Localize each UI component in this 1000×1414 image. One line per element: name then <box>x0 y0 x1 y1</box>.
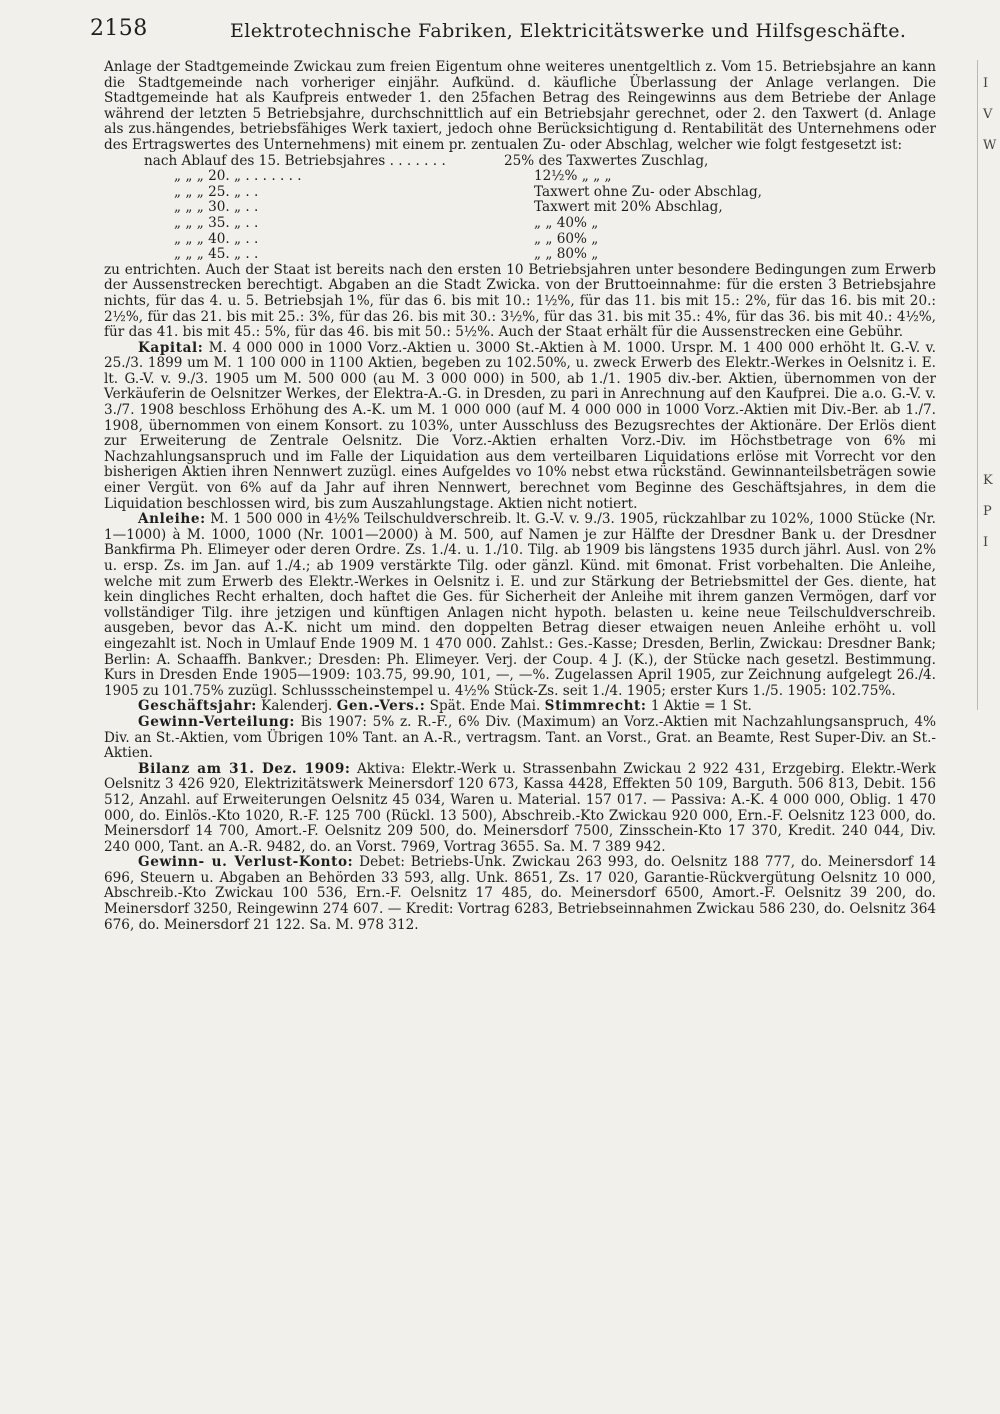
section-heading: Geschäftsjahr: <box>138 698 257 715</box>
schedule-rate: Taxwert ohne Zu- oder Abschlag, <box>534 183 763 200</box>
section-heading: Bilanz am 31. Dez. 1909: <box>138 760 351 777</box>
schedule-row <box>144 200 936 216</box>
adjacent-page-edge <box>977 60 1000 710</box>
schedule-rate: „ „ 60% „ <box>534 230 599 247</box>
schedule-term: „ „ „ 40. „ . . <box>174 230 259 247</box>
gewinn-verlust-section <box>104 855 936 933</box>
kapital-section <box>104 341 936 513</box>
schedule-term: „ „ „ 45. „ . . <box>174 246 259 263</box>
section-text: Spät. Ende Mai. <box>425 698 545 715</box>
schedule-term: „ „ „ 20. „ . . . . . . . <box>174 168 302 185</box>
running-title: Elektrotechnische Fabriken, Elektricitätswerke und Hilfsgeschäfte. <box>230 20 907 42</box>
section-text: 1 Aktie = 1 St. <box>646 698 752 715</box>
section-text: Aktiva: Elektr.-Werk u. Strassenbahn Zwickau 2 922 431, Erzgebirg. Elektr.-Werk Oelsnitz 3 426 920, Elektrizitätswerk Meinersdorf 120 673, Kassa 4428, Effekten 50 109, Barguth. 506 813, Debit. 156 512, Anzahl. auf Erweiterungen Oelsnitz 45 034, Waren u. Material. 157 017. — Passiva: A.-K. 4 000 000, Oblig. 1 470 000, do. Einlös.-Kto 1020, R.-F. 125 700 (Rückl. 13 500), Abschreib.-Kto Zwickau 920 000, Ern.-F. Oelsnitz 123 000, do. Meinersdorf 14 700, Amort.-F. Oelsnitz 209 500, do. Meinersdorf 7500, Zinsschein-Kto 17 370, Kredit. 240 044, Div. 240 000, Tant. an A.-R. 9482, do. an Vorst. 7969, Vortrag 3655. Sa. M. 7 389 942. <box>104 760 936 855</box>
fees-paragraph: zu entrichten. Auch der Staat ist bereits nach den ersten 10 Betriebsjahren unter besondere Bedingungen zum Erwerb der Aussenstrecken berechtigt. Abgaben an die Stadt Zwicka. von der Bruttoeinnahme: für die ersten 3 Betriebsjahre nichts, für das 4. u. 5. Betriebsjah 1%, für das 6. bis mit 10.: 1½%, für das 11. bis mit 15.: 2%, für das 16. bis mit 20.: 2½%, für das 21. bis mit 25.: 3%, für das 26. bis mit 30.: 3½%, für das 31. bis mit 35.: 4%, für das 36. bis mit 40.: 4½%, für das 41. bis mit 45.: 5%, für das 46. bis mit 50.: 5½%. Auch der Staat erhält für die Aussenstrecken eine Gebühr. <box>104 261 936 341</box>
section-text: Debet: Betriebs-Unk. Zwickau 263 993, do. Oelsnitz 188 777, do. Meinersdorf 14 696, Steuern u. Abgaben an Behörden 33 593, allg. Unk. 8651, Zs. 17 020, Garantie-Rückvergütung Oelsnitz 10 000, Abschreib.-Kto Zwickau 100 536, Ern.-F. Oelsnitz 17 485, do. Meinersdorf 6500, Amort.-F. Oelsnitz 39 200, do. Meinersdorf 3250, Reingewinn 274 607. — Kredit: Vortrag 6283, Betriebseinnahmen Zwickau 586 230, do. Oelsnitz 364 676, do. Meinersdorf 21 122. Sa. M. 978 312. <box>104 854 936 933</box>
section-heading: Kapital: <box>138 339 204 356</box>
section-heading: Gen.-Vers.: <box>336 698 426 715</box>
edge-fragment: P <box>983 504 992 519</box>
schedule-row <box>144 247 936 263</box>
edge-fragment: I <box>983 76 989 91</box>
edge-fragment: I <box>983 535 989 550</box>
section-text: Bis 1907: 5% z. R.-F., 6% Div. (Maximum) an Vorz.-Aktien mit Nachzahlungsanspruch, 4% Div. an St.-Aktien, vom Übrigen 10% Tant. an A.-R., vertragsm. Tant. an Vorst., Grat. an Beamte, Rest Super-Div. an St.-Aktien. <box>104 713 936 762</box>
schedule-row <box>144 169 936 185</box>
edge-fragment: W <box>983 138 997 153</box>
schedule-row <box>144 185 936 201</box>
gewinn-verteilung-section <box>104 715 936 762</box>
schedule-term: „ „ „ 35. „ . . <box>174 214 259 231</box>
schedule-row <box>144 216 936 232</box>
section-heading: Gewinn- u. Verlust-Konto: <box>138 854 354 871</box>
schedule-rate: 25% des Taxwertes Zuschlag, <box>504 152 709 169</box>
section-heading: Anleihe: <box>138 511 206 528</box>
schedule-rate: Taxwert mit 20% Abschlag, <box>534 199 723 216</box>
schedule-term: „ „ „ 30. „ . . <box>174 199 259 216</box>
schedule-term: „ „ „ 25. „ . . <box>174 183 259 200</box>
section-text: M. 1 500 000 in 4½% Teilschuldverschreib. lt. G.-V. v. 9./3. 1905, rückzahlbar zu 102%, 1000 Stücke (Nr. 1—1000) à M. 1000, 1000 (Nr. 1001—2000) à M. 500, auf Namen je zur Hälfte der Dresdner Bank u. der Dresdner Bankfirma Ph. Elimeyer oder deren Ordre. Zs. 1./4. u. 1./10. Tilg. ab 1909 bis längstens 1935 durch jährl. Ausl. von 2% u. ersp. Zs. im Jan. auf 1./4.; ab 1909 verstärkte Tilg. oder gänzl. Künd. mit 6monat. Frist vorbehalten. Die Anleihe, welche mit zum Erwerb des Elektr.-Werkes in Oelsnitz i. E. und zur Stärkung der Betriebsmittel der Ges. diente, hat kein dingliches Recht erhalten, doch haftet die Ges. für Sicherheit der Anleihe mit ihrem ganzen Vermögen, darf vor vollständiger Tilg. ihre jetzigen und künftigen Anlagen nicht hypoth. belasten u. keine neue Teilschuldverschreib. ausgeben, bevor das A.-K. nicht um mind. den doppelten Betrag dieser etwaigen neuen Anleihe erhöht u. voll eingezahlt ist. Noch in Umlauf Ende 1909 M. 1 470 000. Zahlst.: Ges.-Kasse; Dresden, Berlin, Zwickau: Dresdner Bank; Berlin: A. Schaaffh. Bankver.; Dresden: Ph. Elimeyer. Verj. der Coup. 4 J. (K.), der Stücke nach gesetzl. Bestimmung. Kurs in Dresden Ende 1905—1909: 103.75, 99.90, 101, —, —%. Zugelassen April 1905, zur Zeichnung aufgelegt 26./4. 1905 zu 101.75% zuzügl. Schlussscheinstempel u. 4½% Stück-Zs. seit 1./4. 1905; erster Kurs 1./5. 1905: 102.75%. <box>104 511 936 699</box>
page-body <box>104 60 936 933</box>
section-heading: Gewinn-Verteilung: <box>138 713 295 730</box>
schedule-term: nach Ablauf des 15. Betriebsjahres . . . . . . . <box>144 152 446 169</box>
edge-fragment: K <box>983 473 993 488</box>
intro-paragraph: Anlage der Stadtgemeinde Zwickau zum freien Eigentum ohne weiteres unentgeltlich z. Vom 15. Betriebsjahre an kann die Stadtgemeinde nach vorheriger einjähr. Aufkünd. d. käufliche Überlassung der Anlage verlangen. Die Stadtgemeinde hat als Kaufpreis entweder 1. den 25fachen Betrag des Reingewinns aus dem Betriebe der Anlage während der letzten 5 Betriebsjahre, durchschnittlich auf ein Betriebsjahr gerechnet, oder 2. den Taxwert (d. Anlage als zus.hängendes, betriebsfähiges Werk taxiert, jedoch ohne Berücksichtigung d. Rentabilität des Unternehmens oder des Ertragswertes des Unternehmens) mit einem pr. zentualen Zu- oder Abschlag, welcher wie folgt festgesetzt ist: <box>104 59 936 153</box>
page-number: 2158 <box>90 16 148 41</box>
schedule-rate: „ „ 80% „ <box>534 246 599 263</box>
geschaeftsjahr-line <box>104 699 936 715</box>
schedule-row <box>144 154 936 170</box>
edge-fragment: V <box>983 107 993 122</box>
schedule-row <box>144 232 936 248</box>
schedule-rate: 12½% „ „ „ <box>534 168 612 185</box>
anleihe-section <box>104 512 936 699</box>
premium-schedule <box>144 154 936 263</box>
bilanz-section <box>104 762 936 856</box>
section-text: M. 4 000 000 in 1000 Vorz.-Aktien u. 3000 St.-Aktien à M. 1000. Urspr. M. 1 400 000 erhöht lt. G.-V. v. 25./3. 1899 um M. 1 100 000 in 1100 Aktien, begeben zu 102.50%, u. zweck Erwerb des Elektr.-Werkes in Oelsnitz i. E. lt. G.-V. v. 9./3. 1905 um M. 500 000 (au M. 3 000 000) in 500, ab 1./1. 1905 div.-ber. Aktien, übernommen von der Verkäuferin de Oelsnitzer Werkes, der Elektra-A.-G. in Dresden, zu pari in Anrechnung auf den Kaufprei. Die a.o. G.-V. v. 3./7. 1908 beschloss Erhöhung des A.-K. um M. 1 000 000 (auf M. 4 000 000 in 1000 Vorz.-Aktien mit Div.-Ber. ab 1./7. 1908, übernommen von einem Konsort. zu 103%, unter Ausschluss des Bezugsrechtes der Aktionäre. Der Erlös dient zur Erweiterung de Zentrale Oelsnitz. Die Vorz.-Aktien erhalten Vorz.-Div. im Höchstbetrage von 6% mi Nachzahlungsanspruch und im Falle der Liquidation aus dem verteilbaren Liquidations erlöse mit Vorrecht vor den bisherigen Aktien ihren Nennwert zuzügl. eines Aufgeldes vo 10% nebst etwa rückständ. Gewinnanteilsbeträgen sowie einer Vergüt. von 6% auf da Jahr auf ihren Nennwert, berechnet vom Beginne des Geschäftsjahres, in dem die Liquidation beschlossen wird, bis zum Auszahlungstage. Aktien nicht notiert. <box>104 339 936 512</box>
schedule-rate: „ „ 40% „ <box>534 214 599 231</box>
section-heading: Stimmrecht: <box>544 698 647 715</box>
running-header <box>90 12 940 46</box>
section-text: Kalenderj. <box>256 698 337 715</box>
